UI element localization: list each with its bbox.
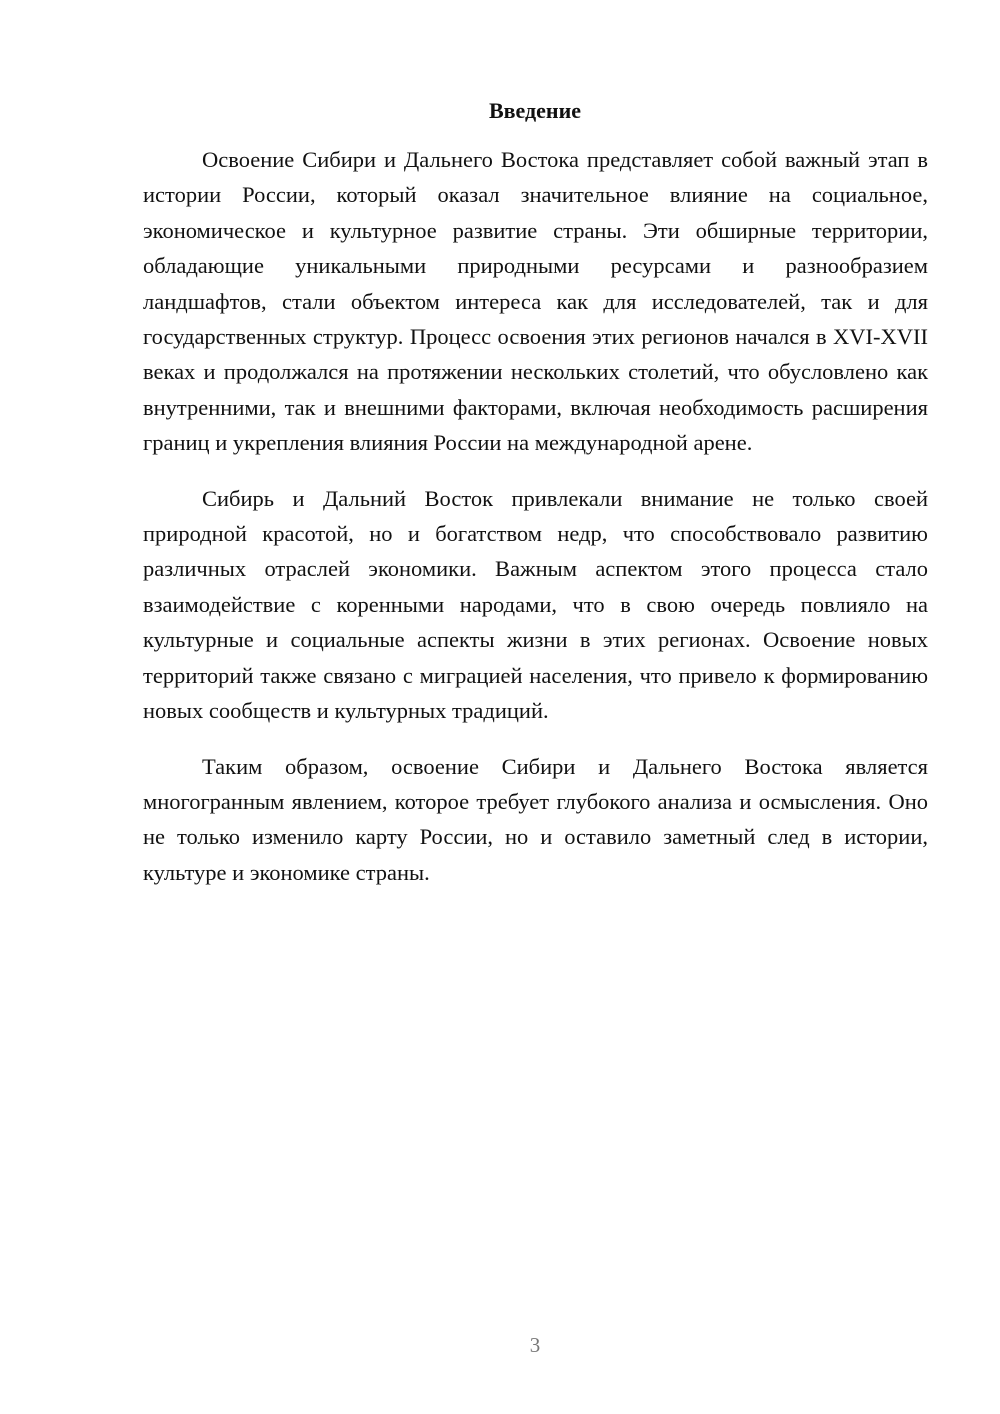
body-text — [143, 142, 928, 910]
paragraph-3: Таким образом, освоение Сибири и Дальнего Востока является многогранным явлением, которое требует глубокого анализа и осмысления. Оно не только изменило карту России, но и оставило заметный след в истории, культуре и экономике страны. — [143, 753, 928, 885]
page-title: Введение — [488, 98, 582, 123]
paragraph-2: Сибирь и Дальний Восток привлекали внимание не только своей природной красотой, но и богатством недр, что способствовало развитию различных отраслей экономики. Важным аспектом этого процесса стало взаимодействие с коренными народами, что в свою очередь повлияло на культурные и социальные аспекты жизни в этих регионах. Освоение новых территорий также связано с миграцией населения, что привело к формированию новых сообществ и культурных традиций. — [143, 485, 928, 724]
page-number: 3 — [529, 1333, 541, 1357]
paragraph-1: Освоение Сибири и Дальнего Востока представляет собой важный этап в истории России, который оказал значительное влияние на социальное, экономическое и культурное развитие страны. Эти обширные территории, обладающие уникальными природными ресурсами и разнообразием ландшафтов, стали объектом интереса как для исследователей, так и для государственных структур. Процесс освоения этих регионов начался в XVI-XVII веках и продолжался на протяжении нескольких столетий, что обусловлено как внутренними, так и внешними факторами, включая необходимость расширения границ и укрепления влияния России на международной арене. — [143, 147, 928, 456]
